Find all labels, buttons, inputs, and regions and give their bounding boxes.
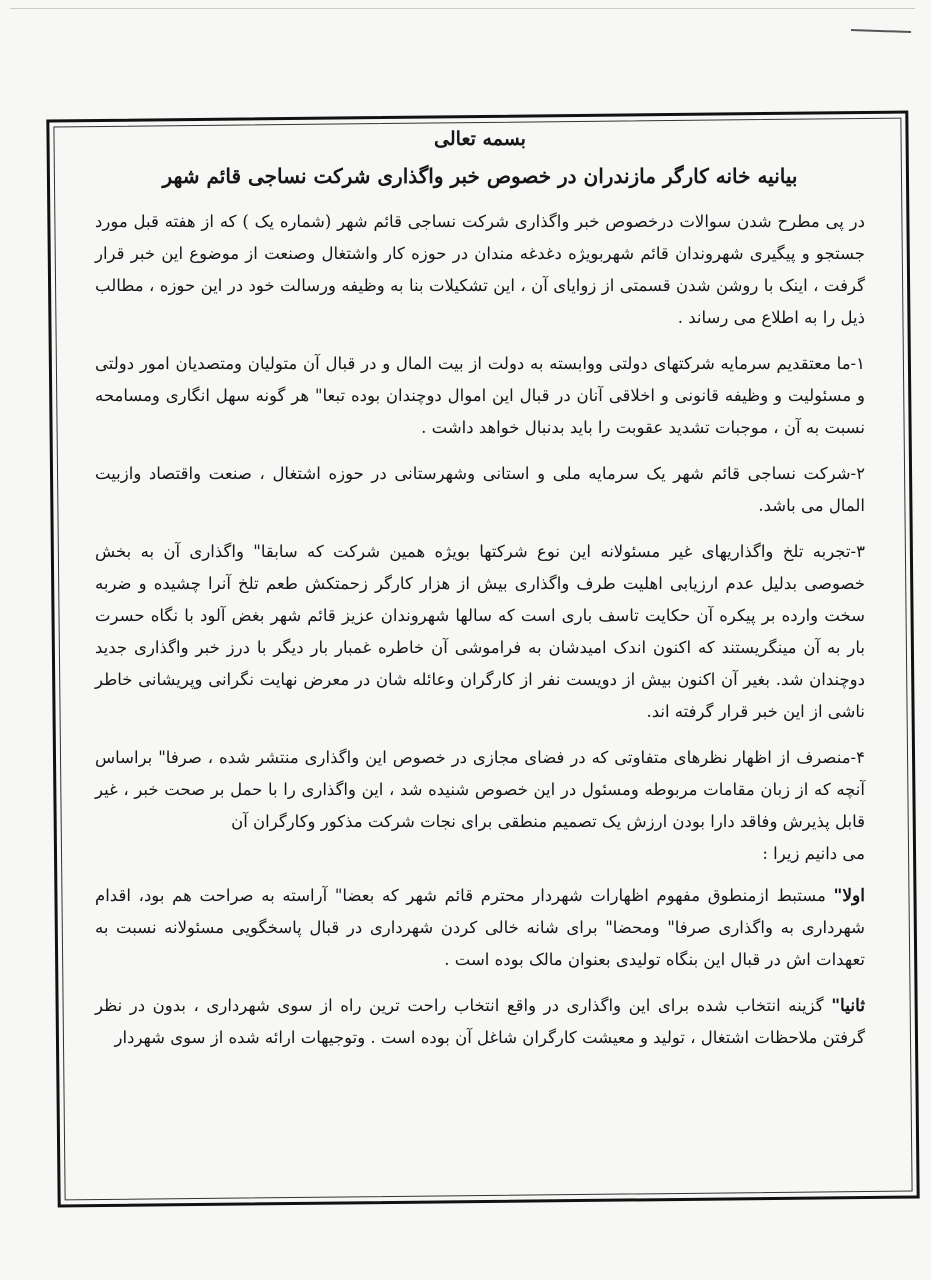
paragraph-4-text: ۴-منصرف از اظهار نظرهای متفاوتی که در فضای مجازی در خصوص این واگذاری منتشر شده ، صرفا" براساس آنچه که از زبان مقامات مربوطه ومسئول در این خصوص شنیده شد ، این واگذاری را با حمل بر صحت خبر ، غیر قابل پذیرش وفاقد دارا بودن ارزش یک تصمیم منطقی برای نجات شرکت مذکور وکارگران آن bbox=[95, 748, 865, 831]
paragraph-4 bbox=[95, 742, 865, 870]
doc-heading: بسمه تعالی bbox=[434, 128, 526, 150]
point-second bbox=[95, 990, 865, 1054]
point-first bbox=[95, 880, 865, 976]
point-first-lead: اولا" bbox=[833, 886, 865, 906]
paragraph-2: ۲-شرکت نساجی قائم شهر یک سرمایه ملی و استانی وشهرستانی در حوزه اشتغال ، صنعت واقتصاد وازبیت المال می باشد. bbox=[95, 464, 865, 515]
document-body bbox=[95, 128, 865, 1068]
paragraph-1: ۱-ما معتقدیم سرمایه شرکتهای دولتی ووابسته به دولت از بیت المال و در قبال آن متولیان ومتصدیان امور دولتی و مسئولیت و وظیفه قانونی و اخلاقی آنان در قبال این اموال دوچندان بوده تبعا" هر گونه سهل انگاری ومسامحه نسبت به آن ، موجبات تشدید عقوبت را باید بدنبال خواهد داشت . bbox=[95, 354, 865, 437]
point-first-text: مستبط ازمنطوق مفهوم اظهارات شهردار محترم قائم شهر که بعضا" آراسته به صراحت هم بود، اقدام شهرداری به واگذاری صرفا" ومحضا" برای شانه خالی کردن شهرداری در قبال پاسخگویی مسئولانه نسبت به تعهدات اش در قبال این بنگاه تولیدی بعنوان مالک بوده است . bbox=[95, 886, 865, 969]
paragraph-4-tail: می دانیم زیرا : bbox=[762, 844, 865, 863]
scan-corner-mark bbox=[851, 29, 911, 33]
paragraph-3: ۳-تجربه تلخ واگذاریهای غیر مسئولانه این نوع شرکتها بویژه همین شرکت که سابقا" واگذاری آن به بخش خصوصی بدلیل عدم ارزیابی اهلیت طرف واگذاری بیش از هزار کارگر زحمتکش طعم تلخ آنرا چشیده و ضربه سخت وارده بر پیکره آن حکایت تاسف باری است که سالها شهروندان عزیز قائم شهر بغض آلود با نگاه حسرت بار به آن مینگریستند که اکنون اندک امیدشان به فراموشی آن خاطره غمبار بار دیگر با درز خبر واگذاری جدید دوچندان شد. بغیر آن اکنون بیش از دویست نفر از کارگران وعائله شان در معرض نهایت نگرانی وپریشانی خاطر ناشی از این خبر قرار گرفته اند. bbox=[95, 542, 865, 721]
intro-paragraph: در پی مطرح شدن سوالات درخصوص خبر واگذاری شرکت نساجی قائم شهر (شماره یک ) که از هفته قبل مورد جستجو و پیگیری شهروندان قائم شهربویژه دغدغه مندان در حوزه کار واشتغال وصنعت از موضوع این خبر قرار گرفت ، اینک با روشن شدن قسمتی از زوایای آن ، این تشکیلات بنا به وظیفه ورسالت خود در این حوزه ، مطالب ذیل را به اطلاع می رساند . bbox=[95, 212, 865, 327]
scan-edge-line bbox=[10, 8, 915, 9]
point-second-lead: ثانیا" bbox=[831, 996, 866, 1016]
point-second-text: گزینه انتخاب شده برای این واگذاری در واقع انتخاب راحت ترین راه از سوی شهرداری ، بدون در نظر گرفتن ملاحظات اشتغال ، تولید و معیشت کارگران شاغل آن بوده است . وتوجیهات ارائه شده از سوی شهردار bbox=[95, 996, 865, 1047]
doc-title: بیانیه خانه کارگر مازندران در خصوص خبر واگذاری شرکت نساجی قائم شهر bbox=[162, 164, 798, 188]
